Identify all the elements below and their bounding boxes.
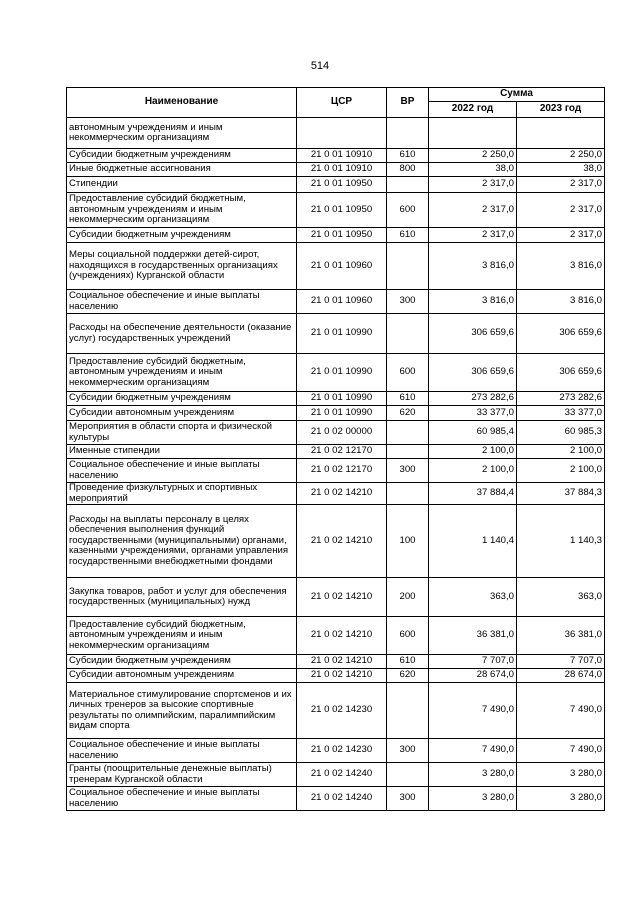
table-row — [67, 406, 605, 421]
row-vr-cell: 300 — [387, 739, 429, 763]
table-row — [67, 739, 605, 763]
row-amount-2023-cell: 7 490,0 — [517, 739, 605, 763]
row-csr-cell: 21 0 02 14230 — [297, 739, 387, 763]
table-row — [67, 290, 605, 314]
row-csr-cell: 21 0 01 10960 — [297, 243, 387, 290]
row-csr-cell: 21 0 01 10950 — [297, 177, 387, 193]
table-row — [67, 683, 605, 739]
row-amount-2022-cell: 60 985,4 — [429, 421, 517, 445]
row-amount-2022-cell: 2 100,0 — [429, 459, 517, 483]
table-row — [67, 392, 605, 406]
table-row — [67, 505, 605, 578]
row-amount-2022-cell: 2 317,0 — [429, 193, 517, 228]
row-amount-2023-cell: 363,0 — [517, 578, 605, 617]
row-csr-cell: 21 0 02 14210 — [297, 578, 387, 617]
row-csr-cell: 21 0 01 10990 — [297, 392, 387, 406]
row-amount-2022-cell: 2 100,0 — [429, 445, 517, 459]
table-row — [67, 459, 605, 483]
row-amount-2022-cell: 37 884,4 — [429, 483, 517, 505]
row-amount-2022-cell: 38,0 — [429, 163, 517, 177]
row-vr-cell: 620 — [387, 406, 429, 421]
row-amount-2023-cell: 2 317,0 — [517, 228, 605, 243]
row-vr-cell — [387, 243, 429, 290]
row-vr-cell: 200 — [387, 578, 429, 617]
row-name-cell: Социальное обеспечение и иные выплаты населению — [67, 739, 297, 763]
header-vr: ВР — [387, 88, 429, 118]
row-csr-cell: 21 0 01 10950 — [297, 228, 387, 243]
row-amount-2023-cell: 60 985,3 — [517, 421, 605, 445]
row-name-cell: Гранты (поощрительные денежные выплаты) тренерам Курганской области — [67, 763, 297, 787]
row-vr-cell: 300 — [387, 290, 429, 314]
row-name-cell: Социальное обеспечение и иные выплаты населению — [67, 290, 297, 314]
header-sum: Сумма — [429, 88, 605, 102]
table-row — [67, 177, 605, 193]
row-vr-cell — [387, 445, 429, 459]
row-csr-cell: 21 0 02 12170 — [297, 459, 387, 483]
row-amount-2023-cell: 2 250,0 — [517, 149, 605, 163]
table-row — [67, 655, 605, 669]
header-year-2022: 2022 год — [429, 102, 517, 118]
row-amount-2023-cell: 38,0 — [517, 163, 605, 177]
row-csr-cell: 21 0 01 10990 — [297, 314, 387, 354]
row-amount-2023-cell: 2 100,0 — [517, 459, 605, 483]
row-amount-2022-cell: 3 280,0 — [429, 763, 517, 787]
row-name-cell: Предоставление субсидий бюджетным, автономным учреждениям и иным некоммерческим организациям — [67, 617, 297, 655]
row-vr-cell: 100 — [387, 505, 429, 578]
table-row — [67, 483, 605, 505]
row-vr-cell: 610 — [387, 392, 429, 406]
row-amount-2023-cell: 3 816,0 — [517, 290, 605, 314]
row-amount-2022-cell: 2 317,0 — [429, 177, 517, 193]
row-name-cell: автономным учреждениям и иным некоммерческим организациям — [67, 118, 297, 149]
row-amount-2022-cell: 306 659,6 — [429, 314, 517, 354]
table-row — [67, 243, 605, 290]
row-vr-cell — [387, 314, 429, 354]
row-vr-cell — [387, 683, 429, 739]
row-csr-cell: 21 0 02 14210 — [297, 617, 387, 655]
row-vr-cell: 600 — [387, 617, 429, 655]
table-row — [67, 193, 605, 228]
row-amount-2022-cell: 36 381,0 — [429, 617, 517, 655]
row-csr-cell: 21 0 02 14210 — [297, 505, 387, 578]
table-row — [67, 617, 605, 655]
row-name-cell: Расходы на обеспечение деятельности (оказание услуг) государственных учреждений — [67, 314, 297, 354]
row-name-cell: Предоставление субсидий бюджетным, автономным учреждениям и иным некоммерческим организациям — [67, 354, 297, 392]
row-csr-cell: 21 0 01 10910 — [297, 149, 387, 163]
row-vr-cell: 300 — [387, 787, 429, 811]
row-amount-2023-cell: 36 381,0 — [517, 617, 605, 655]
row-csr-cell: 21 0 01 10960 — [297, 290, 387, 314]
table-row — [67, 118, 605, 149]
table-row — [67, 578, 605, 617]
row-amount-2022-cell: 3 816,0 — [429, 243, 517, 290]
row-vr-cell: 600 — [387, 354, 429, 392]
row-amount-2022-cell: 306 659,6 — [429, 354, 517, 392]
row-amount-2022-cell: 1 140,4 — [429, 505, 517, 578]
row-vr-cell: 300 — [387, 459, 429, 483]
row-csr-cell: 21 0 02 12170 — [297, 445, 387, 459]
row-name-cell: Стипендии — [67, 177, 297, 193]
row-vr-cell: 610 — [387, 149, 429, 163]
row-amount-2023-cell: 3 816,0 — [517, 243, 605, 290]
row-csr-cell: 21 0 02 14240 — [297, 763, 387, 787]
row-vr-cell: 800 — [387, 163, 429, 177]
row-amount-2022-cell — [429, 118, 517, 149]
row-amount-2022-cell: 33 377,0 — [429, 406, 517, 421]
row-name-cell: Материальное стимулирование спортсменов и их личных тренеров за высокие спортивные результаты по олимпийским, паралимпийским видам спорта — [67, 683, 297, 739]
row-amount-2022-cell: 3 280,0 — [429, 787, 517, 811]
row-name-cell: Именные стипендии — [67, 445, 297, 459]
row-name-cell: Иные бюджетные ассигнования — [67, 163, 297, 177]
table-row — [67, 354, 605, 392]
row-csr-cell: 21 0 01 10990 — [297, 354, 387, 392]
budget-table — [66, 87, 605, 811]
row-amount-2023-cell: 33 377,0 — [517, 406, 605, 421]
row-name-cell: Социальное обеспечение и иные выплаты населению — [67, 787, 297, 811]
row-csr-cell: 21 0 02 14210 — [297, 655, 387, 669]
row-amount-2023-cell: 3 280,0 — [517, 763, 605, 787]
row-amount-2022-cell: 7 490,0 — [429, 683, 517, 739]
row-name-cell: Проведение физкультурных и спортивных мероприятий — [67, 483, 297, 505]
row-vr-cell — [387, 177, 429, 193]
table-row — [67, 228, 605, 243]
row-vr-cell: 600 — [387, 193, 429, 228]
row-name-cell: Субсидии автономным учреждениям — [67, 406, 297, 421]
header-year-2023: 2023 год — [517, 102, 605, 118]
row-csr-cell — [297, 118, 387, 149]
row-name-cell: Закупка товаров, работ и услуг для обеспечения государственных (муниципальных) нужд — [67, 578, 297, 617]
row-amount-2023-cell: 2 317,0 — [517, 177, 605, 193]
page-number: 514 — [310, 60, 330, 72]
row-amount-2022-cell: 28 674,0 — [429, 669, 517, 683]
row-amount-2023-cell: 28 674,0 — [517, 669, 605, 683]
row-name-cell: Субсидии бюджетным учреждениям — [67, 392, 297, 406]
row-csr-cell: 21 0 01 10950 — [297, 193, 387, 228]
row-amount-2023-cell: 7 707,0 — [517, 655, 605, 669]
header-csr: ЦСР — [297, 88, 387, 118]
row-amount-2022-cell: 2 317,0 — [429, 228, 517, 243]
row-csr-cell: 21 0 02 14210 — [297, 483, 387, 505]
row-amount-2023-cell: 7 490,0 — [517, 683, 605, 739]
row-name-cell: Субсидии бюджетным учреждениям — [67, 149, 297, 163]
row-csr-cell: 21 0 02 14210 — [297, 669, 387, 683]
row-amount-2023-cell: 2 100,0 — [517, 445, 605, 459]
row-amount-2022-cell: 3 816,0 — [429, 290, 517, 314]
row-csr-cell: 21 0 02 00000 — [297, 421, 387, 445]
row-name-cell: Социальное обеспечение и иные выплаты населению — [67, 459, 297, 483]
table-row — [67, 163, 605, 177]
row-name-cell: Субсидии автономным учреждениям — [67, 669, 297, 683]
row-amount-2022-cell: 273 282,6 — [429, 392, 517, 406]
row-csr-cell: 21 0 02 14240 — [297, 787, 387, 811]
row-name-cell: Мероприятия в области спорта и физической культуры — [67, 421, 297, 445]
row-vr-cell: 620 — [387, 669, 429, 683]
table-row — [67, 314, 605, 354]
row-csr-cell: 21 0 02 14230 — [297, 683, 387, 739]
row-vr-cell: 610 — [387, 228, 429, 243]
row-amount-2023-cell: 1 140,3 — [517, 505, 605, 578]
table-row — [67, 149, 605, 163]
row-amount-2023-cell: 2 317,0 — [517, 193, 605, 228]
row-csr-cell: 21 0 01 10990 — [297, 406, 387, 421]
header-name: Наименование — [67, 88, 297, 118]
row-vr-cell — [387, 763, 429, 787]
row-amount-2022-cell: 7 707,0 — [429, 655, 517, 669]
row-name-cell: Меры социальной поддержки детей-сирот, находящихся в государственных организациях (учреждениях) Курганской области — [67, 243, 297, 290]
row-amount-2022-cell: 363,0 — [429, 578, 517, 617]
row-name-cell: Субсидии бюджетным учреждениям — [67, 228, 297, 243]
row-amount-2023-cell: 273 282,6 — [517, 392, 605, 406]
table-row — [67, 787, 605, 811]
table-row — [67, 669, 605, 683]
row-amount-2022-cell: 7 490,0 — [429, 739, 517, 763]
table-row — [67, 421, 605, 445]
row-amount-2023-cell: 3 280,0 — [517, 787, 605, 811]
row-amount-2023-cell — [517, 118, 605, 149]
row-vr-cell: 610 — [387, 655, 429, 669]
row-amount-2023-cell: 37 884,3 — [517, 483, 605, 505]
row-name-cell: Расходы на выплаты персоналу в целях обеспечения выполнения функций государственными (муниципальными) органами, казенными учреждениями, органами управления государственными внебюджетными фондами — [67, 505, 297, 578]
row-name-cell: Предоставление субсидий бюджетным, автономным учреждениям и иным некоммерческим организациям — [67, 193, 297, 228]
table-row — [67, 763, 605, 787]
row-vr-cell — [387, 421, 429, 445]
row-csr-cell: 21 0 01 10910 — [297, 163, 387, 177]
row-vr-cell — [387, 483, 429, 505]
row-vr-cell — [387, 118, 429, 149]
row-amount-2023-cell: 306 659,6 — [517, 354, 605, 392]
table-row — [67, 445, 605, 459]
row-amount-2023-cell: 306 659,6 — [517, 314, 605, 354]
row-amount-2022-cell: 2 250,0 — [429, 149, 517, 163]
row-name-cell: Субсидии бюджетным учреждениям — [67, 655, 297, 669]
